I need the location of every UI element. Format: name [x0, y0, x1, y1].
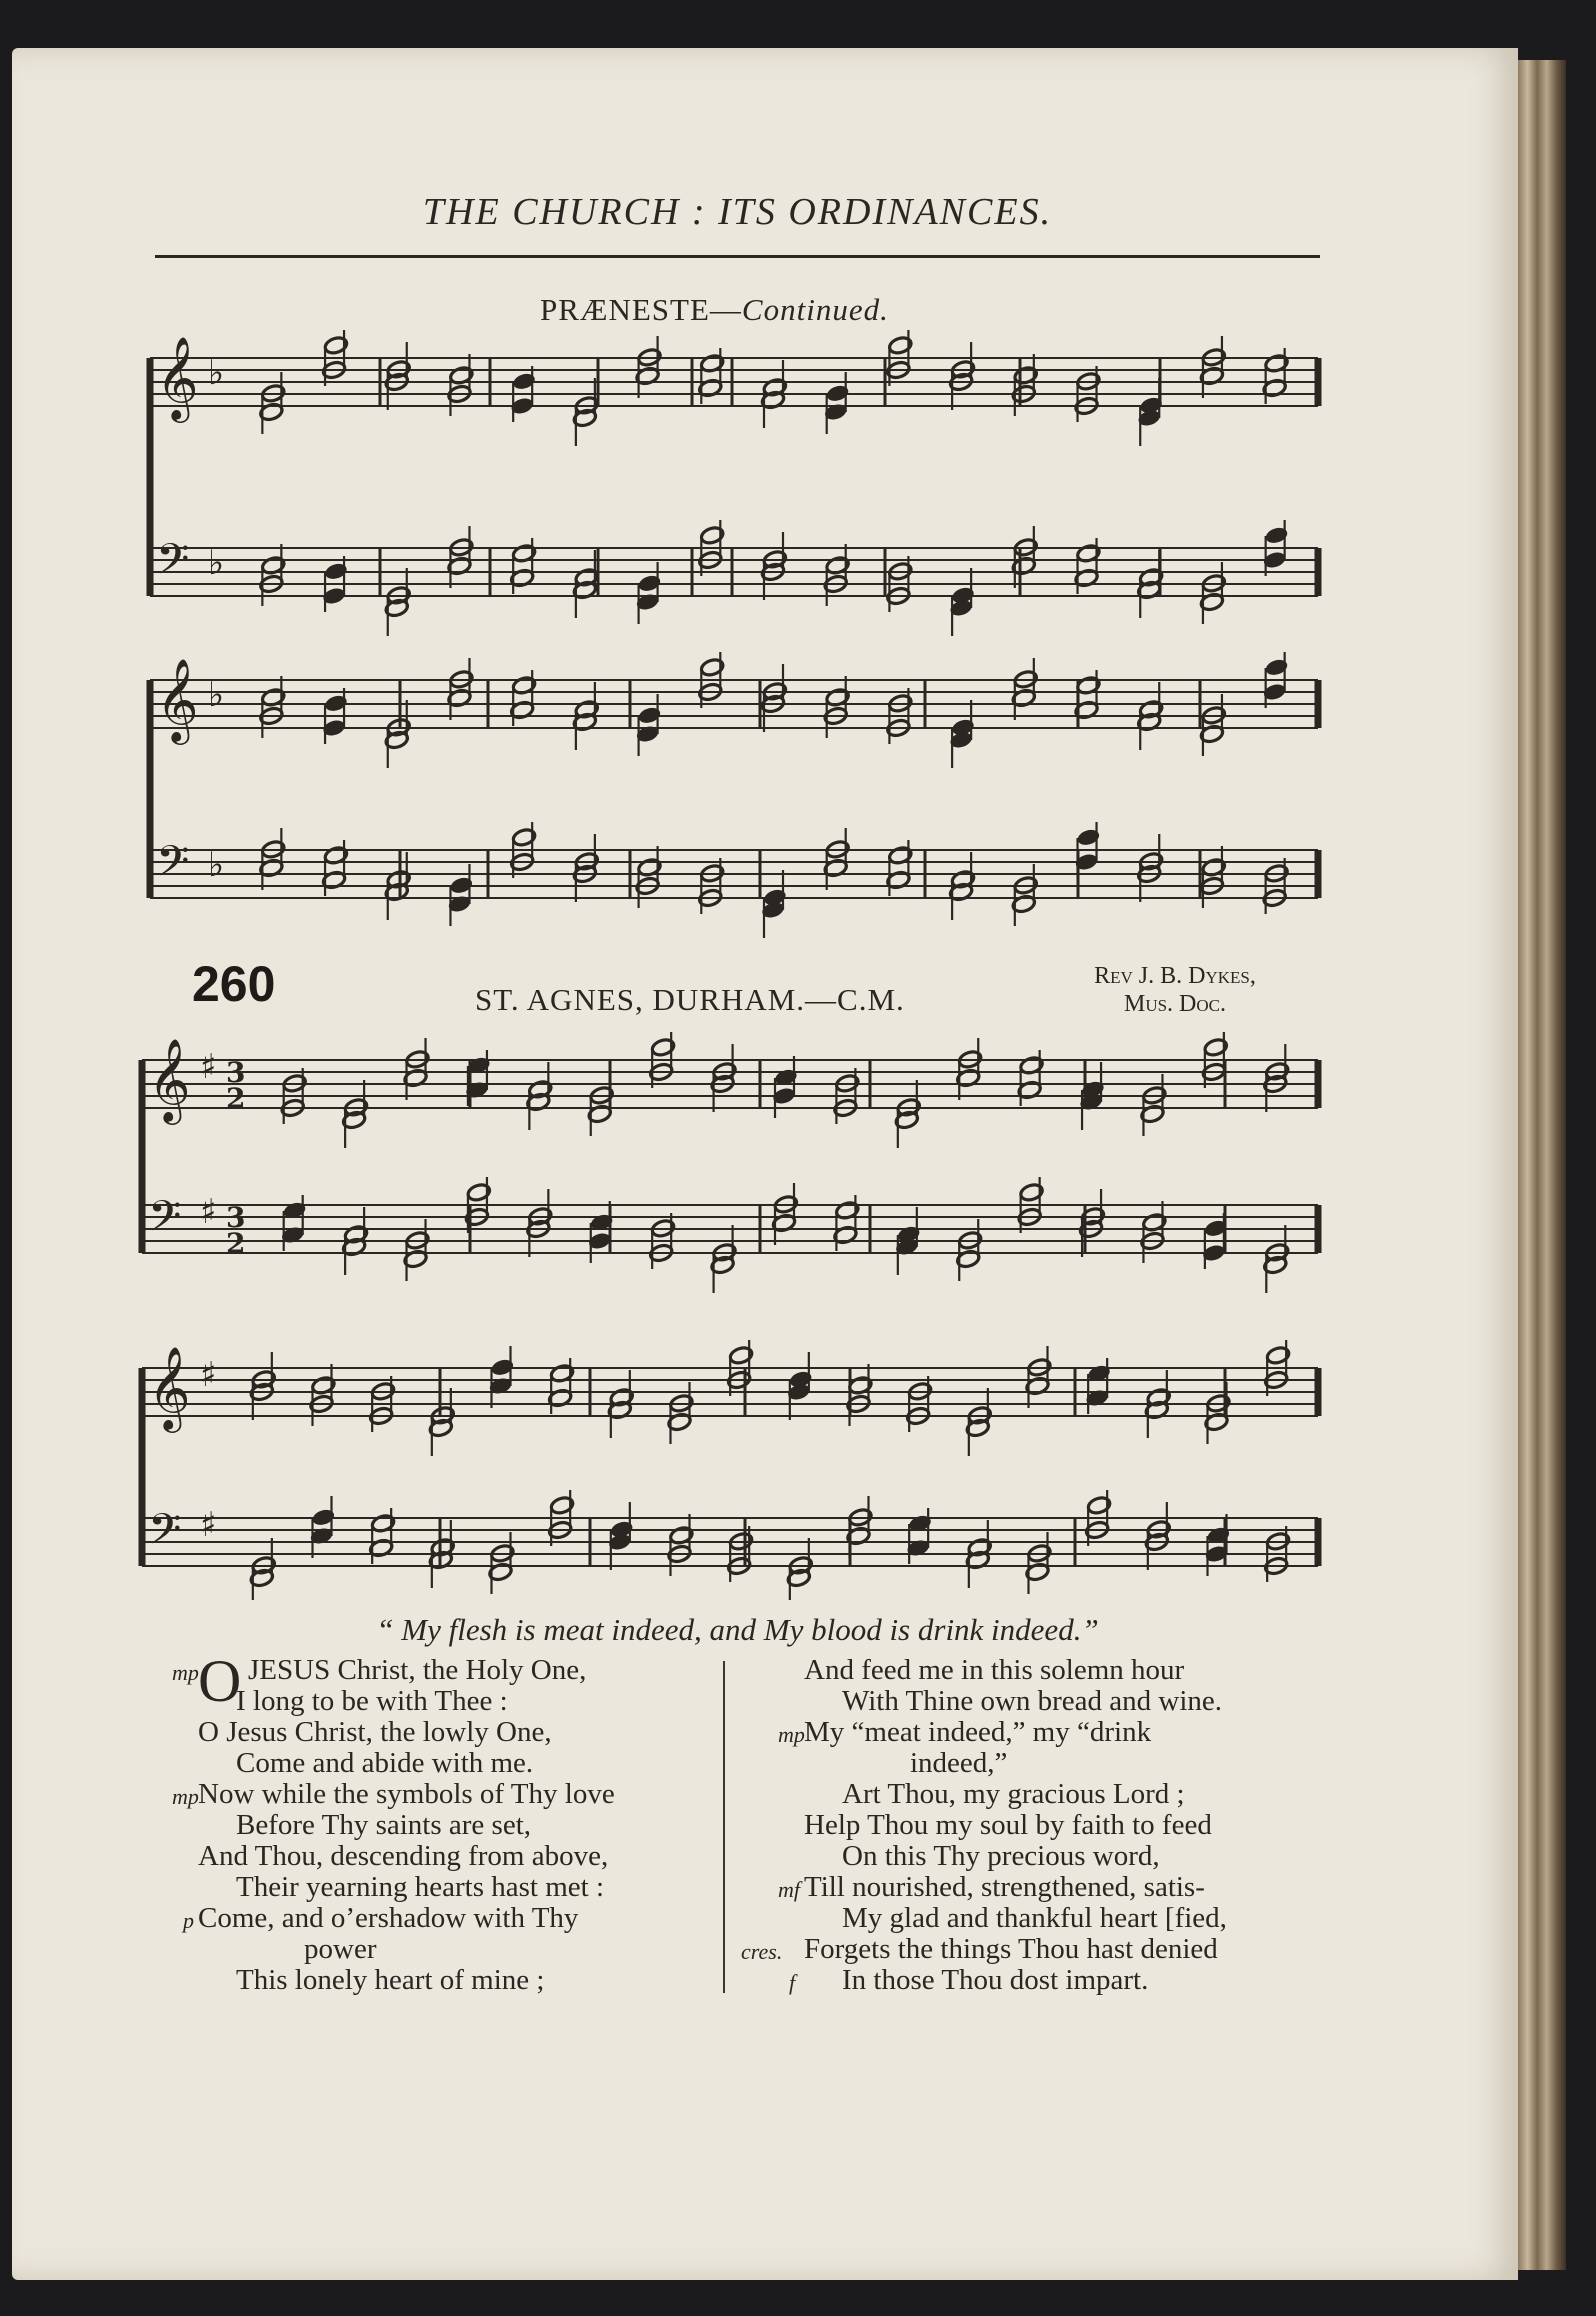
verse-line: [130, 1810, 715, 1841]
tune-title-st-agnes: ST. AGNES, DURHAM.—C.M.: [475, 982, 905, 1017]
time-signature-bottom-icon: 2: [226, 1082, 246, 1115]
dynamic-marking: mp: [172, 1660, 199, 1685]
bass-clef-icon: 𝄢: [156, 837, 190, 897]
verse-text: O Jesus Christ, the lowly One,: [198, 1716, 552, 1748]
column-divider: [723, 1661, 725, 1993]
flat-key-signature-icon: ♭: [208, 845, 225, 885]
verse-text: I long to be with Thee :: [236, 1685, 508, 1717]
dynamic-marking: f: [789, 1970, 796, 1995]
flat-key-signature-icon: ♭: [208, 353, 225, 393]
verse-text: indeed,”: [910, 1747, 1008, 1779]
verse-text: In those Thou dost impart.: [842, 1964, 1149, 1996]
verse-text: On this Thy precious word,: [842, 1840, 1160, 1872]
verse-text: Now while the symbols of Thy love: [198, 1778, 615, 1810]
verse-text: Come, and o’ershadow with Thy: [198, 1902, 579, 1934]
bass-clef-icon: 𝄢: [148, 1505, 182, 1565]
verse-line: [130, 1779, 715, 1810]
treble-clef-icon: 𝄞: [156, 335, 199, 419]
verse-text: And Thou, descending from above,: [198, 1840, 609, 1872]
drop-cap: O: [198, 1648, 242, 1714]
sharp-key-signature-icon: ♯: [200, 1355, 217, 1395]
dynamic-marking: mp: [778, 1722, 805, 1747]
dynamic-marking: p: [183, 1908, 194, 1933]
verse-text: My glad and thankful heart [fied,: [842, 1902, 1227, 1934]
dynamic-marking: cres.: [741, 1939, 783, 1964]
verse-line: [130, 1717, 715, 1748]
running-head: THE CHURCH : ITS ORDINANCES.: [422, 191, 1053, 233]
verse-text: Till nourished, strengthened, satis-: [804, 1871, 1205, 1903]
composer-name: Rev J. B. Dykes,: [1094, 963, 1256, 989]
flat-key-signature-icon: ♭: [208, 543, 225, 583]
verse-text: Forgets the things Thou hast denied: [804, 1933, 1218, 1965]
verse-line: [736, 1841, 1346, 1872]
verse-line: [736, 1717, 1346, 1748]
verse-text: And feed me in this solemn hour: [804, 1654, 1185, 1686]
verse-line: [736, 1779, 1346, 1810]
verse-line: [736, 1686, 1346, 1717]
hymn-number: 260: [192, 956, 276, 1012]
verse-column-right: [736, 1655, 1346, 1996]
verse-line: [130, 1965, 715, 1996]
tune-title-praeneste: PRÆNESTE—Continued.: [540, 292, 889, 327]
sharp-key-signature-icon: ♯: [200, 1192, 217, 1232]
time-signature-top-icon: 3: [226, 1201, 246, 1234]
dynamic-marking: mp: [172, 1784, 199, 1809]
verse-line: [130, 1872, 715, 1903]
bass-clef-icon: 𝄢: [148, 1192, 182, 1252]
flat-key-signature-icon: ♭: [208, 675, 225, 715]
treble-clef-icon: 𝄞: [148, 1037, 191, 1121]
verse-text: Art Thou, my gracious Lord ;: [842, 1778, 1185, 1810]
verse-line: [736, 1748, 1346, 1779]
sharp-key-signature-icon: ♯: [200, 1047, 217, 1087]
verse-text: Help Thou my soul by faith to feed: [804, 1809, 1212, 1841]
composer-degree: Mus. Doc.: [1123, 991, 1227, 1017]
verse-line: [736, 1872, 1346, 1903]
verse-line: [130, 1686, 715, 1717]
verse-line: [736, 1934, 1346, 1965]
verse-line: [736, 1655, 1346, 1686]
verse-text: This lonely heart of mine ;: [236, 1964, 545, 1996]
verse-text: Come and abide with me.: [236, 1747, 534, 1779]
verse-line: [736, 1810, 1346, 1841]
epigraph: “ My flesh is meat indeed, and My blood is drink indeed.”: [376, 1612, 1099, 1647]
verse-line: [130, 1934, 715, 1965]
treble-clef-icon: 𝄞: [156, 657, 199, 741]
verse-line: [736, 1965, 1346, 1996]
sharp-key-signature-icon: ♯: [200, 1505, 217, 1545]
verse-line: [736, 1903, 1346, 1934]
verse-text: JESUS Christ, the Holy One,: [248, 1654, 587, 1686]
verse-text: With Thine own bread and wine.: [842, 1685, 1223, 1717]
verse-text: Their yearning hearts hast met :: [236, 1871, 605, 1903]
treble-clef-icon: 𝄞: [148, 1345, 191, 1429]
verse-line: [130, 1841, 715, 1872]
verse-text: power: [304, 1933, 377, 1965]
verse-line: [130, 1748, 715, 1779]
time-signature-bottom-icon: 2: [226, 1227, 246, 1260]
verse-line: [130, 1903, 715, 1934]
verse-text: My “meat indeed,” my “drink: [804, 1716, 1152, 1748]
dynamic-marking: mf: [778, 1877, 800, 1902]
verse-text: Before Thy saints are set,: [236, 1809, 532, 1841]
time-signature-top-icon: 3: [226, 1056, 246, 1089]
verse-column-left: [130, 1648, 715, 1996]
bass-clef-icon: 𝄢: [156, 535, 190, 595]
